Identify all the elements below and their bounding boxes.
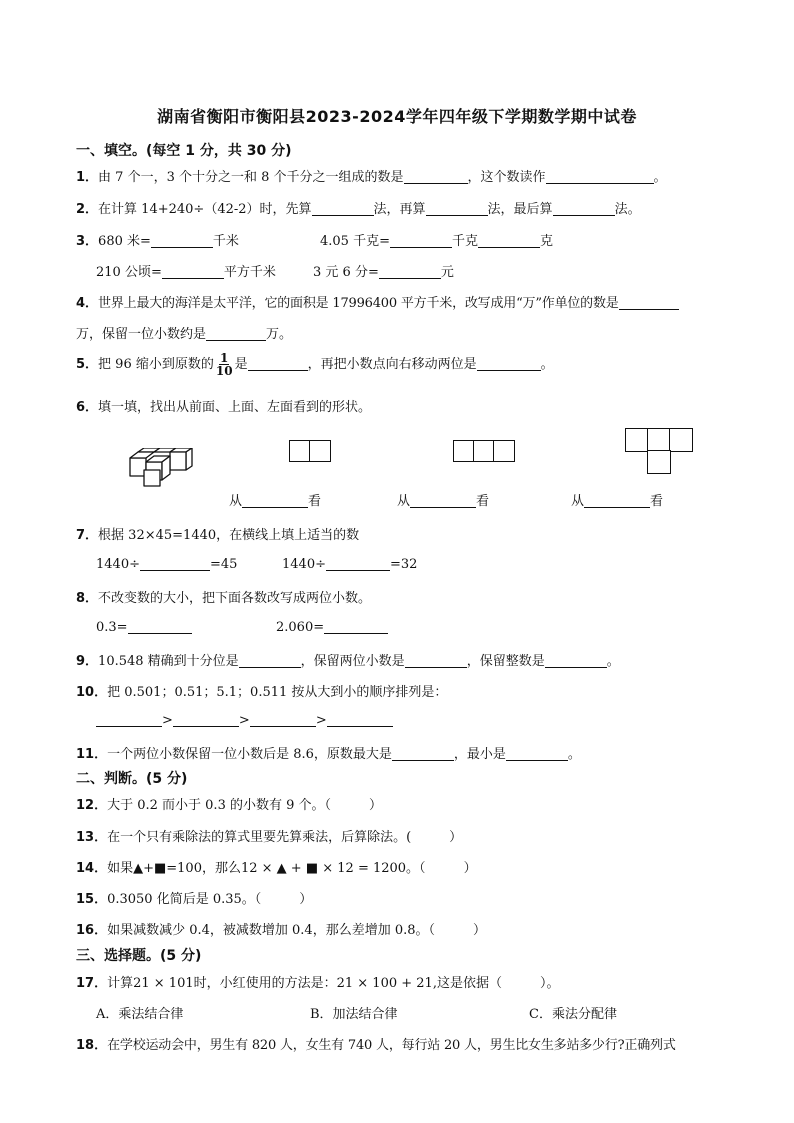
answer-blank[interactable] <box>477 356 541 371</box>
question-number: 3． <box>76 234 99 249</box>
square-cell <box>647 428 671 452</box>
question-16 <box>76 919 486 938</box>
answer-blank[interactable] <box>379 264 441 279</box>
view-label-text: 从 <box>229 494 243 509</box>
question-number: 6． <box>76 400 99 415</box>
choice-option-c[interactable]: C．乘法分配律 <box>529 1007 617 1022</box>
question-7-row-2b <box>282 556 417 572</box>
answer-blank[interactable] <box>162 264 224 279</box>
square-cell <box>453 440 475 462</box>
square-cell <box>309 440 331 462</box>
two-square-view <box>289 440 331 462</box>
answer-blank[interactable] <box>405 653 467 668</box>
question-text: =45 <box>209 557 238 572</box>
question-text: 不改变数的大小，把下面各数改写成两位小数。 <box>98 591 372 606</box>
question-text: 4.05 千克= <box>320 234 390 249</box>
square-cell <box>493 440 515 462</box>
question-text: 一个两位小数保留一位小数后是 8.6，原数最大是 <box>107 747 392 762</box>
question-8-row-2 <box>96 619 192 635</box>
question-text: 。 <box>653 170 667 185</box>
question-text: ）。 <box>539 976 560 991</box>
question-text: ，这个数读作 <box>467 170 546 185</box>
question-13 <box>76 826 462 845</box>
question-text: 是 <box>234 357 248 372</box>
answer-blank[interactable] <box>410 493 476 508</box>
question-text: ，再把小数点向右移动两位是 <box>307 357 477 372</box>
fraction-denominator: 10 <box>215 364 233 378</box>
question-3-row-1b <box>320 230 553 249</box>
question-text: 把 96 缩小到原数的 <box>98 357 214 372</box>
question-text: ，保留整数是 <box>466 654 545 669</box>
question-text: ） <box>369 798 383 813</box>
question-text: 根据 32×45=1440，在横线上填上适当的数 <box>98 528 360 543</box>
answer-blank[interactable] <box>173 712 239 727</box>
view-label-text: 看 <box>308 494 322 509</box>
answer-blank[interactable] <box>326 556 390 571</box>
answer-blank[interactable] <box>324 619 388 634</box>
question-3-row-2b <box>313 261 454 280</box>
question-number: 1． <box>76 170 99 185</box>
section-fill-in-title: 一、填空。(每空 1 分，共 30 分) <box>76 143 292 159</box>
question-text: 世界上最大的海洋是太平洋，它的面积是 17996400 平方千米，改写成用“万”作单位的数是 <box>98 296 619 311</box>
question-text: ，保留两位小数是 <box>300 654 405 669</box>
cube-stack-figure <box>128 448 204 488</box>
question-text: 千克 <box>451 234 478 249</box>
answer-blank[interactable] <box>546 169 654 184</box>
square-cell <box>669 428 693 452</box>
answer-blank[interactable] <box>242 493 308 508</box>
question-15 <box>76 888 312 907</box>
answer-blank[interactable] <box>392 746 454 761</box>
question-text: 平方千米 <box>223 265 276 280</box>
answer-blank[interactable] <box>151 233 213 248</box>
square-cell <box>473 440 495 462</box>
question-text: 元 <box>440 265 454 280</box>
question-text: 0.3= <box>96 620 128 635</box>
question-text: 法，最后算 <box>487 202 553 217</box>
question-text: 由 7 个一，3 个十分之一和 8 个千分之一组成的数是 <box>98 170 404 185</box>
answer-blank[interactable] <box>312 201 374 216</box>
question-text: 在计算 14+240÷（42-2）时，先算 <box>98 202 312 217</box>
question-text: 。 <box>606 654 620 669</box>
question-text: 在学校运动会中，男生有 820 人，女生有 740 人，每行站 20 人，男生比女生多站多少行?正确列式 <box>107 1038 676 1053</box>
question-text: 法，再算 <box>373 202 426 217</box>
question-number: 5． <box>76 357 99 372</box>
question-text: 把 0.501；0.51；5.1；0.511 按从大到小的顺序排列是： <box>107 685 448 700</box>
section-judge-title: 二、判断。(5 分) <box>76 771 188 787</box>
section-choice-title: 三、选择题。(5 分) <box>76 948 202 964</box>
fraction <box>215 352 234 377</box>
question-3-row-2 <box>96 261 276 280</box>
answer-blank[interactable] <box>553 201 615 216</box>
question-number: 2． <box>76 202 99 217</box>
square-cell <box>625 428 649 452</box>
question-number: 17． <box>76 976 108 991</box>
question-10-row-2 <box>96 712 393 728</box>
answer-blank[interactable] <box>478 233 540 248</box>
answer-blank[interactable] <box>404 169 468 184</box>
view-label-text: 从 <box>397 494 411 509</box>
answer-blank[interactable] <box>584 493 650 508</box>
answer-blank[interactable] <box>96 712 162 727</box>
question-text: ） <box>299 892 313 907</box>
question-12 <box>76 794 382 813</box>
question-text: 210 公顷= <box>96 265 162 280</box>
greater-than-sign: > <box>238 713 250 728</box>
view-label-text: 看 <box>650 494 664 509</box>
question-text: 填一填，找出从前面、上面、左面看到的形状。 <box>98 400 372 415</box>
t-shape-view <box>625 428 693 474</box>
question-text: 2.060= <box>276 620 325 635</box>
answer-blank[interactable] <box>327 712 393 727</box>
question-text: 3 元 6 分= <box>313 265 379 280</box>
choice-option-b[interactable]: B．加法结合律 <box>310 1007 398 1022</box>
greater-than-sign: > <box>162 713 173 728</box>
square-cell <box>647 450 671 474</box>
question-9 <box>76 650 620 669</box>
question-number: 16． <box>76 923 108 938</box>
question-2 <box>76 198 641 217</box>
answer-blank[interactable] <box>619 295 679 310</box>
question-text: 克 <box>540 234 554 249</box>
question-text: 。 <box>540 357 554 372</box>
question-text: ） <box>473 923 487 938</box>
view-label-3 <box>571 490 663 509</box>
greater-than-sign: > <box>315 713 327 728</box>
question-5 <box>76 352 554 377</box>
answer-blank[interactable] <box>248 356 308 371</box>
question-text: 法。 <box>614 202 641 217</box>
question-number: 18． <box>76 1038 108 1053</box>
question-number: 8． <box>76 591 99 606</box>
answer-blank[interactable] <box>390 233 452 248</box>
question-6 <box>76 396 371 415</box>
question-text: 1440÷ <box>96 557 140 572</box>
question-text: 计算21 × 101时，小红使用的方法是：21 × 100 + 21,这是依据（ <box>107 976 502 991</box>
question-text: 千米 <box>212 234 239 249</box>
answer-blank[interactable] <box>128 619 192 634</box>
question-4-row-1 <box>76 292 679 311</box>
question-7 <box>76 524 359 543</box>
question-number: 10． <box>76 685 108 700</box>
answer-blank[interactable] <box>545 653 607 668</box>
answer-blank[interactable] <box>206 326 266 341</box>
question-7-row-2 <box>96 556 237 572</box>
view-label-2 <box>397 490 489 509</box>
answer-blank[interactable] <box>426 201 488 216</box>
question-number: 12． <box>76 798 108 813</box>
question-3-row-1 <box>76 230 239 249</box>
question-8-row-2b <box>276 619 388 635</box>
question-text: 在一个只有乘除法的算式里要先算乘法，后算除法。( <box>107 830 412 845</box>
question-4-row-2 <box>76 323 292 342</box>
question-18 <box>76 1034 676 1053</box>
exam-title: 湖南省衡阳市衡阳县2023-2024学年四年级下学期数学期中试卷 <box>157 107 637 126</box>
answer-blank[interactable] <box>239 653 301 668</box>
question-text: 大于 0.2 而小于 0.3 的小数有 9 个。（ <box>107 798 332 813</box>
question-text: 。 <box>567 747 581 762</box>
question-text: 万，保留一位小数约是 <box>76 327 207 342</box>
question-text: ，最小是 <box>453 747 506 762</box>
answer-blank[interactable] <box>140 556 210 571</box>
view-label-text: 从 <box>571 494 585 509</box>
view-label-1 <box>229 490 321 509</box>
question-number: 15． <box>76 892 108 907</box>
choice-option-a[interactable]: A．乘法结合律 <box>96 1007 184 1022</box>
question-8 <box>76 587 371 606</box>
view-label-text: 看 <box>476 494 490 509</box>
question-17 <box>76 972 559 991</box>
question-11 <box>76 743 581 762</box>
question-text: 680 米= <box>98 234 151 249</box>
question-10 <box>76 681 447 700</box>
question-number: 13． <box>76 830 108 845</box>
question-text: ） <box>463 861 477 876</box>
question-text: 如果▲+■=100，那么12 × ▲ + ■ × 12 = 1200。（ <box>107 861 426 876</box>
question-number: 11． <box>76 747 108 762</box>
question-number: 7． <box>76 528 99 543</box>
question-text: 1440÷ <box>282 557 326 572</box>
question-1 <box>76 166 667 185</box>
question-text: 10.548 精确到十分位是 <box>98 654 239 669</box>
question-text: ） <box>449 830 463 845</box>
three-square-view <box>453 440 515 462</box>
answer-blank[interactable] <box>506 746 568 761</box>
question-text: 0.3050 化简后是 0.35。（ <box>107 892 262 907</box>
square-cell <box>289 440 311 462</box>
question-text: =32 <box>389 557 418 572</box>
question-text: 万。 <box>266 327 293 342</box>
question-text: 如果减数减少 0.4，被减数增加 0.4，那么差增加 0.8。（ <box>107 923 436 938</box>
answer-blank[interactable] <box>250 712 316 727</box>
question-number: 9． <box>76 654 99 669</box>
question-number: 14． <box>76 861 108 876</box>
question-number: 4． <box>76 296 99 311</box>
question-14 <box>76 857 477 876</box>
fraction-numerator: 1 <box>220 351 229 365</box>
